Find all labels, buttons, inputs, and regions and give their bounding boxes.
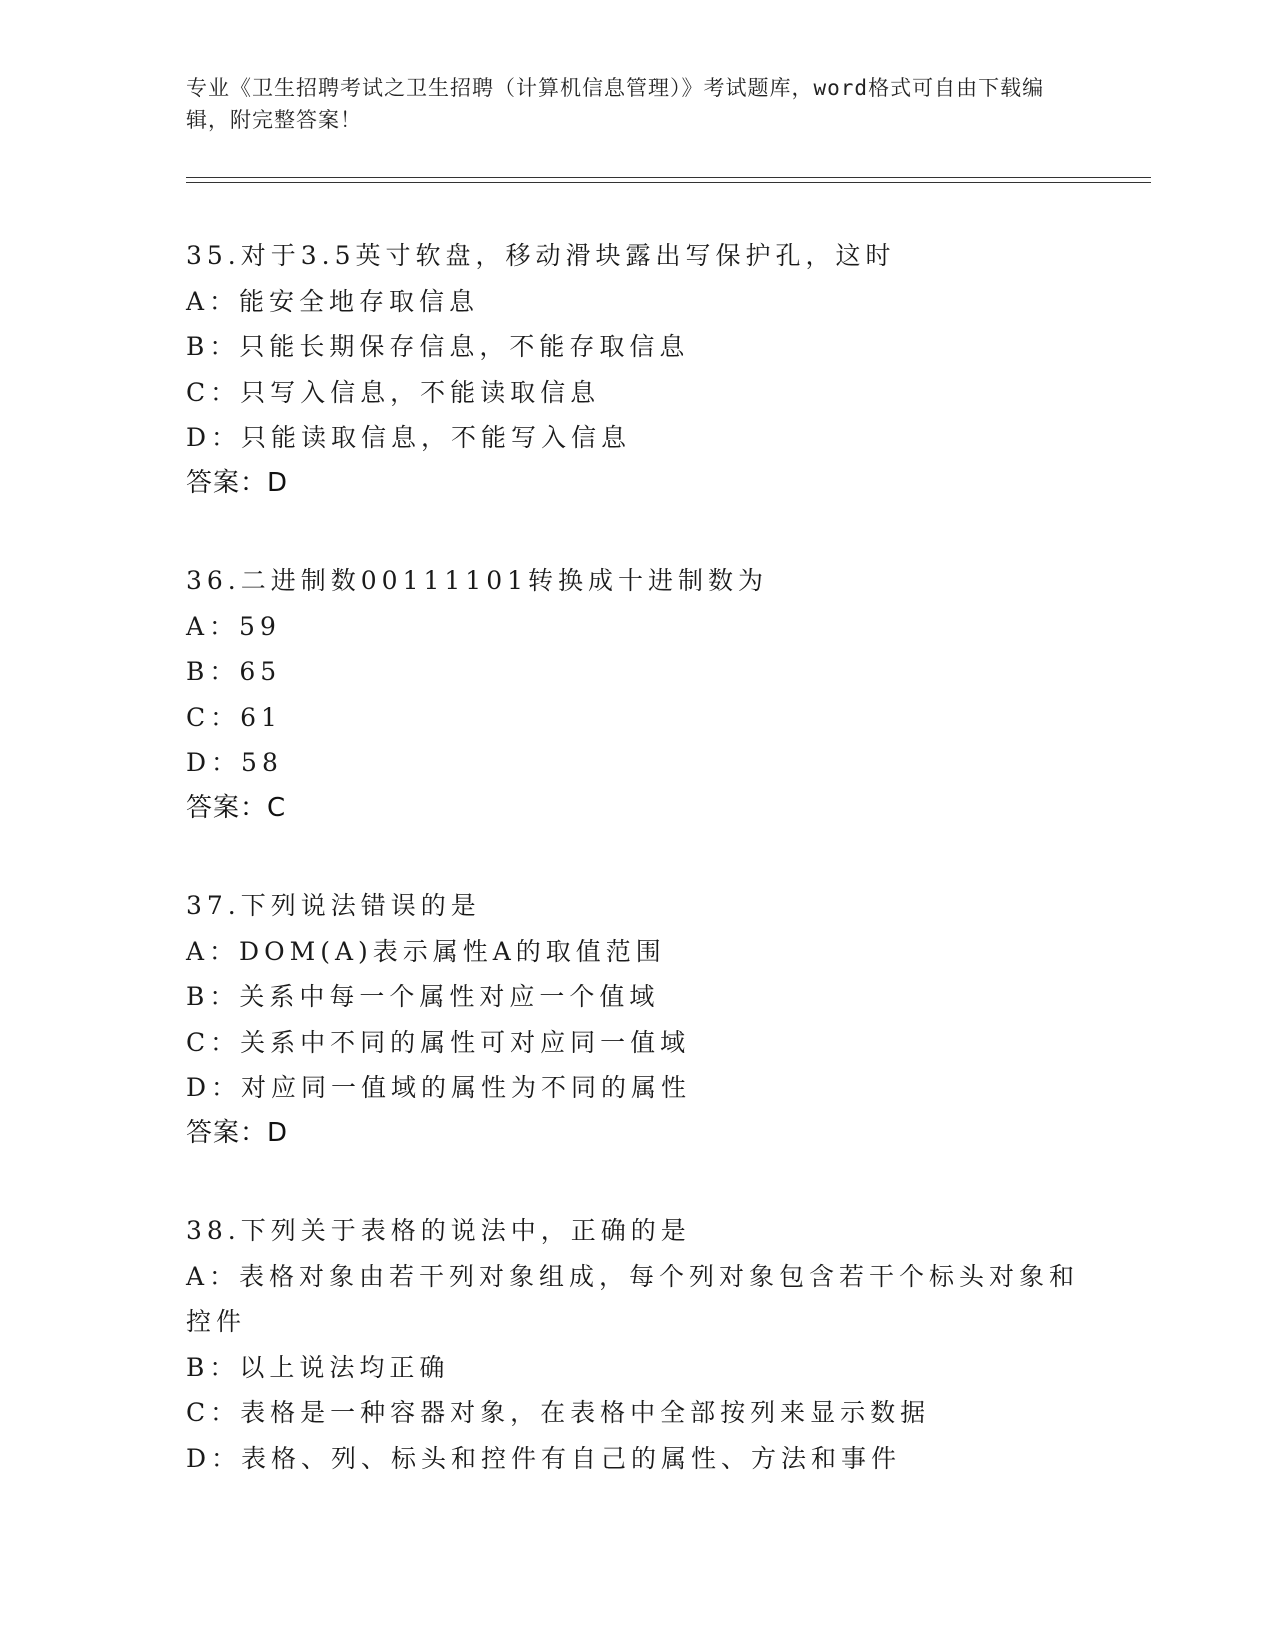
option-a: A：能安全地存取信息 (186, 286, 480, 316)
header-divider (186, 177, 1151, 183)
question-36 (186, 558, 1086, 831)
answer-line: 答案：D (186, 467, 289, 498)
option-d: D：对应同一值域的属性为不同的属性 (186, 1073, 692, 1102)
question-38 (186, 1208, 1086, 1481)
question-stem: 37.下列说法错误的是 (186, 891, 481, 920)
answer-line: 答案：D (186, 1117, 289, 1148)
document-header: 专业《卫生招聘考试之卫生招聘（计算机信息管理）》考试题库，word格式可自由下载编辑，附完整答案！ (186, 76, 1045, 132)
option-b: B：65 (186, 657, 282, 686)
option-a: A：59 (186, 611, 281, 641)
option-d: D：58 (186, 748, 283, 777)
question-stem: 36.二进制数00111101转换成十进制数为 (186, 566, 769, 595)
option-b: B：以上说法均正确 (186, 1352, 450, 1382)
option-d: D：表格、列、标头和控件有自己的属性、方法和事件 (186, 1443, 902, 1473)
option-c: C：61 (186, 702, 282, 732)
option-a: A：DOM(A)表示属性A的取值范围 (186, 936, 666, 966)
option-c: C：关系中不同的属性可对应同一值域 (186, 1027, 691, 1057)
option-c: C：表格是一种容器对象，在表格中全部按列来显示数据 (186, 1398, 931, 1427)
option-b: B：关系中每一个属性对应一个值域 (186, 982, 660, 1011)
option-b: B：只能长期保存信息，不能存取信息 (186, 332, 690, 361)
question-stem: 35.对于3.5英寸软盘，移动滑块露出写保护孔，这时 (186, 241, 896, 270)
option-a: A：表格对象由若干列对象组成，每个列对象包含若干个标头对象和控件 (186, 1261, 1080, 1336)
option-d: D：只能读取信息，不能写入信息 (186, 423, 632, 452)
question-list (186, 233, 1086, 1533)
question-35 (186, 233, 1086, 506)
answer-line: 答案：C (186, 792, 287, 823)
option-c: C：只写入信息，不能读取信息 (186, 377, 601, 407)
question-stem: 38.下列关于表格的说法中，正确的是 (186, 1216, 691, 1245)
question-37 (186, 883, 1086, 1156)
